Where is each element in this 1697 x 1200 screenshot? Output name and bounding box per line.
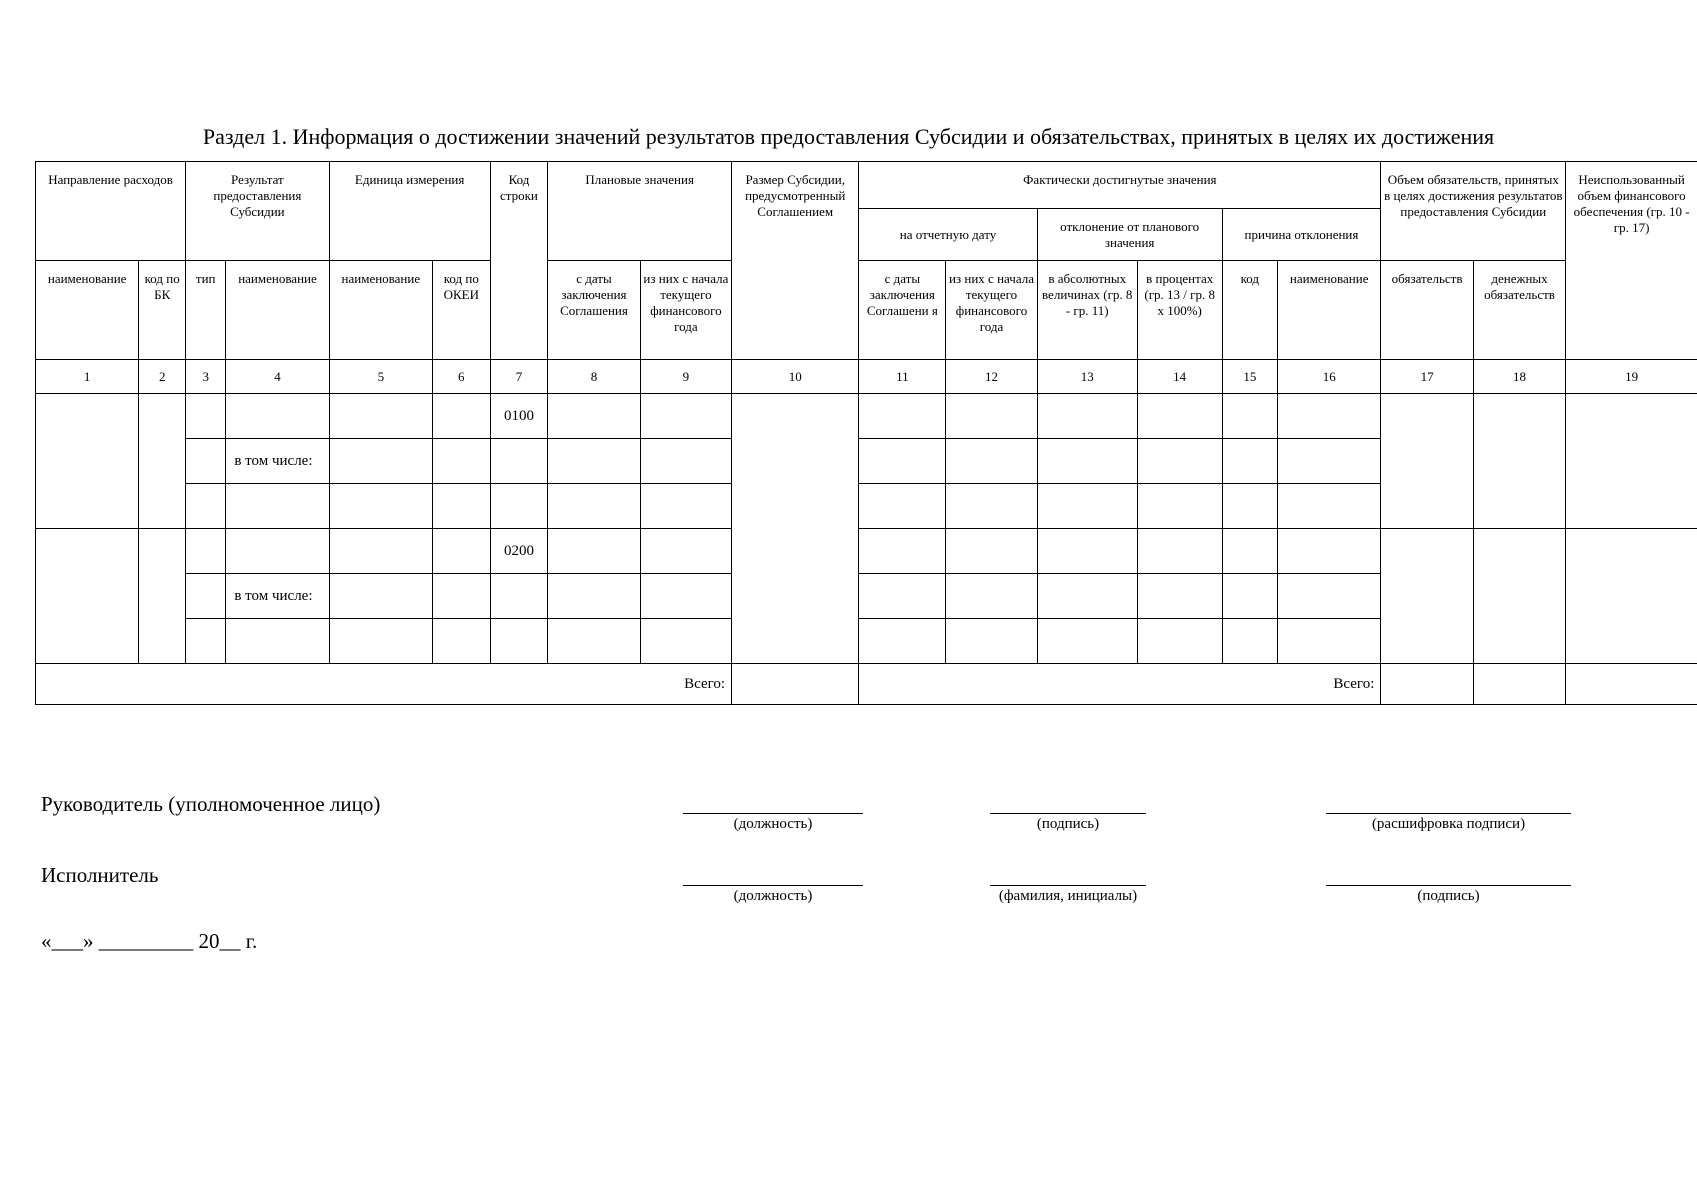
header-actual: Фактически достигнутые значения	[859, 162, 1381, 209]
cell[interactable]	[1137, 439, 1222, 484]
cell[interactable]	[1037, 529, 1137, 574]
cell[interactable]	[640, 484, 731, 529]
cell-direction-name[interactable]	[36, 529, 139, 664]
header-c-obl: обязательств	[1381, 261, 1473, 360]
cell[interactable]	[640, 574, 731, 619]
cell[interactable]	[1222, 439, 1277, 484]
including-label: в том числе:	[226, 439, 329, 484]
cell[interactable]	[640, 619, 731, 664]
head-signature-line[interactable]	[990, 813, 1146, 814]
cell[interactable]	[548, 394, 640, 439]
cell-unused[interactable]	[1566, 394, 1697, 529]
cell[interactable]	[1037, 439, 1137, 484]
col-num: 19	[1566, 360, 1697, 394]
col-num: 14	[1137, 360, 1222, 394]
cell[interactable]	[186, 619, 226, 664]
cell[interactable]	[432, 574, 490, 619]
cell[interactable]	[859, 484, 946, 529]
cell[interactable]	[1278, 439, 1381, 484]
cell[interactable]	[1222, 394, 1277, 439]
cell[interactable]	[1037, 484, 1137, 529]
header-c-money: денежных обязательств	[1473, 261, 1565, 360]
col-num: 4	[226, 360, 329, 394]
table-row	[36, 529, 1697, 574]
total-obligations[interactable]	[1381, 664, 1473, 705]
cell[interactable]	[1278, 574, 1381, 619]
cell[interactable]	[548, 439, 640, 484]
cell[interactable]	[1278, 394, 1381, 439]
cell[interactable]	[1222, 484, 1277, 529]
cell[interactable]	[329, 574, 432, 619]
col-num: 2	[139, 360, 186, 394]
cell[interactable]	[490, 439, 548, 484]
executor-position-caption: (должность)	[733, 888, 813, 904]
col-num: 9	[640, 360, 731, 394]
executor-signature-line[interactable]	[1326, 885, 1571, 886]
cell[interactable]	[548, 529, 640, 574]
header-c-code: код	[1222, 261, 1277, 360]
header-result: Результат предоставления Субсидии	[186, 162, 330, 261]
cell-obligations[interactable]	[1381, 394, 1473, 529]
header-c-okei: код по ОКЕИ	[432, 261, 490, 360]
cell[interactable]	[432, 394, 490, 439]
cell[interactable]	[946, 484, 1037, 529]
cell[interactable]	[329, 529, 432, 574]
cell[interactable]	[640, 439, 731, 484]
cell-bk-code[interactable]	[139, 394, 186, 529]
cell[interactable]	[226, 394, 329, 439]
cell[interactable]	[946, 439, 1037, 484]
header-direction: Направление расходов	[36, 162, 186, 261]
total-unused[interactable]	[1566, 664, 1697, 705]
cell[interactable]	[226, 619, 329, 664]
header-unused: Неиспользованный объем финансового обеспечения (гр. 10 - гр. 17)	[1566, 162, 1697, 360]
cell[interactable]	[186, 529, 226, 574]
cell-bk-code[interactable]	[139, 529, 186, 664]
cell-unused[interactable]	[1566, 529, 1697, 664]
header-row-code: Код строки	[490, 162, 548, 360]
header-c-plan-year: из них с начала текущего финансового года	[640, 261, 731, 360]
cell[interactable]	[1037, 574, 1137, 619]
cell[interactable]	[640, 394, 731, 439]
col-num: 12	[946, 360, 1037, 394]
date-line[interactable]: «___» _________ 20__ г.	[41, 929, 258, 953]
header-reason: причина отклонения	[1222, 208, 1381, 260]
cell[interactable]	[1137, 529, 1222, 574]
cell[interactable]	[859, 529, 946, 574]
cell[interactable]	[329, 619, 432, 664]
cell[interactable]	[186, 394, 226, 439]
head-decoding-line[interactable]	[1326, 813, 1571, 814]
total-label-left: Всего:	[36, 664, 732, 705]
cell[interactable]	[548, 484, 640, 529]
cell[interactable]	[1278, 484, 1381, 529]
head-signature-caption: (подпись)	[1036, 816, 1100, 832]
including-label: в том числе:	[226, 574, 329, 619]
col-num: 13	[1037, 360, 1137, 394]
header-row-1	[36, 162, 1697, 209]
cell[interactable]	[548, 574, 640, 619]
cell[interactable]	[226, 484, 329, 529]
cell-obligations[interactable]	[1381, 529, 1473, 664]
cell[interactable]	[226, 529, 329, 574]
header-c-act-year: из них с начала текущего финансового года	[946, 261, 1037, 360]
cell[interactable]	[186, 574, 226, 619]
head-label: Руководитель (уполномоченное лицо)	[41, 792, 381, 816]
header-on-date: на отчетную дату	[859, 208, 1037, 260]
col-num: 18	[1473, 360, 1565, 394]
total-row	[36, 664, 1697, 705]
col-num: 17	[1381, 360, 1473, 394]
cell[interactable]	[1137, 484, 1222, 529]
cell-money-obligations[interactable]	[1473, 394, 1565, 529]
row-code-0200: 0200	[490, 529, 548, 574]
cell[interactable]	[1278, 619, 1381, 664]
header-c-type: тип	[186, 261, 226, 360]
cell[interactable]	[859, 574, 946, 619]
cell[interactable]	[946, 394, 1037, 439]
header-deviation: отклонение от планового значения	[1037, 208, 1222, 260]
cell[interactable]	[329, 439, 432, 484]
executor-name-line[interactable]	[990, 885, 1146, 886]
col-num: 7	[490, 360, 548, 394]
head-decoding-caption: (расшифровка подписи)	[1371, 816, 1526, 832]
col-num: 8	[548, 360, 640, 394]
cell[interactable]	[1037, 394, 1137, 439]
executor-name-caption: (фамилия, инициалы)	[998, 888, 1138, 904]
header-c-act-from: с даты заключения Соглашени я	[859, 261, 946, 360]
col-num: 16	[1278, 360, 1381, 394]
cell[interactable]	[1222, 529, 1277, 574]
header-obligations: Объем обязательств, принятых в целях достижения результатов предоставления Субсидии	[1381, 162, 1566, 261]
col-num: 5	[329, 360, 432, 394]
cell[interactable]	[490, 574, 548, 619]
col-num: 11	[859, 360, 946, 394]
head-position-line[interactable]	[683, 813, 863, 814]
header-row-3	[36, 261, 1697, 360]
report-table	[35, 161, 1697, 705]
total-subsidy-size[interactable]	[732, 664, 859, 705]
executor-position-line[interactable]	[683, 885, 863, 886]
header-unit: Единица измерения	[329, 162, 490, 261]
cell[interactable]	[859, 619, 946, 664]
cell[interactable]	[1137, 394, 1222, 439]
cell-money-obligations[interactable]	[1473, 529, 1565, 664]
header-c-name4: наименование	[1278, 261, 1381, 360]
cell[interactable]	[1137, 574, 1222, 619]
cell[interactable]	[1137, 619, 1222, 664]
cell[interactable]	[186, 439, 226, 484]
total-label-right: Всего:	[859, 664, 1381, 705]
col-num: 15	[1222, 360, 1277, 394]
executor-signature-caption: (подпись)	[1417, 888, 1480, 904]
header-c-name3: наименование	[329, 261, 432, 360]
header-c-bk: код по БК	[139, 261, 186, 360]
cell[interactable]	[946, 529, 1037, 574]
cell[interactable]	[1222, 619, 1277, 664]
col-num: 10	[732, 360, 859, 394]
cell[interactable]	[329, 484, 432, 529]
section-title: Раздел 1. Информация о достижении значений результатов предоставления Субсидии и обязательствах, принятых в целях их достижения	[202, 124, 1495, 149]
cell[interactable]	[432, 529, 490, 574]
cell[interactable]	[946, 619, 1037, 664]
cell[interactable]	[640, 529, 731, 574]
total-money-obligations[interactable]	[1473, 664, 1565, 705]
col-num: 6	[432, 360, 490, 394]
cell[interactable]	[186, 484, 226, 529]
header-c-pct: в процентах (гр. 13 / гр. 8 х 100%)	[1137, 261, 1222, 360]
cell[interactable]	[859, 394, 946, 439]
cell[interactable]	[432, 619, 490, 664]
cell[interactable]	[1222, 574, 1277, 619]
cell[interactable]	[1037, 619, 1137, 664]
row-code-0100: 0100	[490, 394, 548, 439]
cell[interactable]	[548, 619, 640, 664]
cell[interactable]	[432, 484, 490, 529]
header-c-name2: наименование	[226, 261, 329, 360]
header-c-plan-from: с даты заключения Соглашения	[548, 261, 640, 360]
header-subsidy-size: Размер Субсидии, предусмотренный Соглашением	[732, 162, 859, 360]
header-plan: Плановые значения	[548, 162, 732, 261]
cell[interactable]	[859, 439, 946, 484]
cell[interactable]	[329, 394, 432, 439]
cell-subsidy-size[interactable]	[732, 394, 859, 664]
head-position-caption: (должность)	[733, 816, 813, 832]
header-c-name1: наименование	[36, 261, 139, 360]
cell[interactable]	[1278, 529, 1381, 574]
executor-label: Исполнитель	[41, 863, 159, 887]
cell[interactable]	[490, 619, 548, 664]
cell[interactable]	[946, 574, 1037, 619]
cell-direction-name[interactable]	[36, 394, 139, 529]
header-c-abs: в абсолютных величинах (гр. 8 - гр. 11)	[1037, 261, 1137, 360]
col-num: 3	[186, 360, 226, 394]
cell[interactable]	[490, 484, 548, 529]
column-numbers-row	[36, 360, 1697, 394]
table-row	[36, 394, 1697, 439]
col-num: 1	[36, 360, 139, 394]
cell[interactable]	[432, 439, 490, 484]
